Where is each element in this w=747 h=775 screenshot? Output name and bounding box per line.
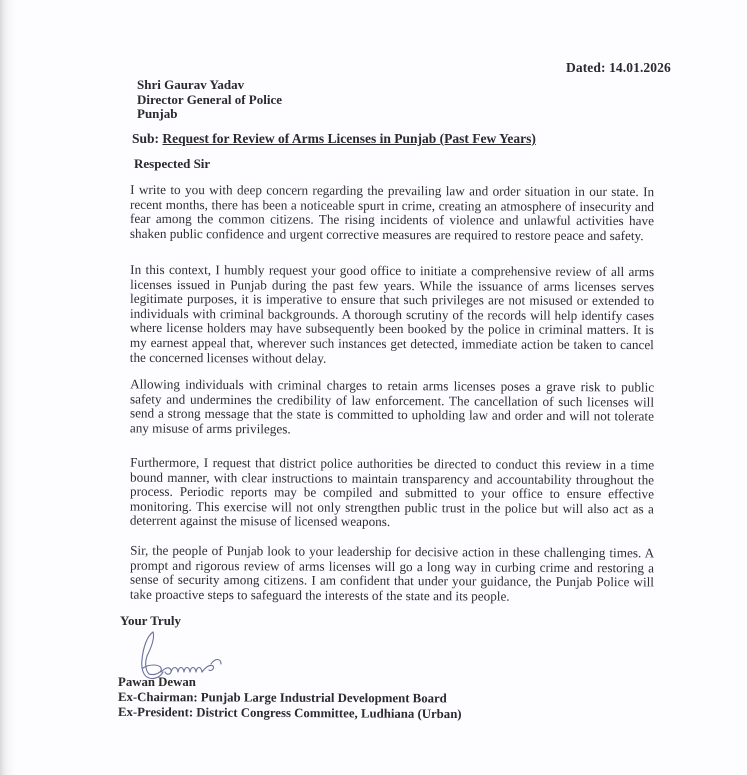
body-paragraph-3: Allowing individuals with criminal charges to retain arms licenses poses a grave risk to public safety and undermines the credibility of law enforcement. The cancellation of such licenses will send a strong message that the state is committed to upholding law and order and will not tolerate any misuse of arms privileges. [129,376,655,437]
addressee-block [137,78,282,122]
body-paragraph-4: Furthermore, I request that district police authorities be directed to conduct this review in a time bound manner, with clear instructions to maintain transparency and accountability throughout the process. Periodic reports may be compiled and submitted to your office to ensure effective monitoring. This exercise will not only strengthen public trust in the police but will also act as a deterrent against the misuse of licensed weapons. [129,454,655,530]
signatory-title-1: Ex-Chairman: Punjab Large Industrial Development Board [117,689,447,706]
closing: Your Truly [120,613,182,628]
subject-text: Request for Review of Arms Licenses in Punjab (Past Few Years) [162,131,536,146]
salutation: Respected Sir [134,156,211,171]
subject-prefix: Sub: [132,131,160,146]
signatory-name: Pawan Dewan [118,675,196,689]
addressee-designation: Director General of Police [137,91,282,107]
signatory-block [118,675,462,719]
subject-line [132,131,536,147]
letter-date: Dated: 14.01.2026 [566,60,671,75]
body-paragraph-2: In this context, I humbly request your good office to initiate a comprehensive review of all arms licenses issued in Punjab during the past few years. While the issuance of arms licenses serves legitimate purposes, it is imperative to ensure that such privileges are not misused or extended to individuals with criminal backgrounds. A thorough scrutiny of the records will help identify cases where license holders may have subsequently been booked by the police in criminal matters. It is my earnest appeal that, wherever such instances get detected, immediate action be taken to cancel the concerned licenses without delay. [129,261,655,366]
body-paragraph-1: I write to you with deep concern regarding the prevailing law and order situation in our state. In recent months, there has been a noticeable spurt in crime, creating an atmosphere of insecurity and fear among the common citizens. The rising incidents of violence and unlawful activities have shaken public confidence and urgent corrective measures are required to restore peace and safety. [129,181,655,243]
addressee-name: Shri Gaurav Yadav [137,77,245,92]
body-paragraph-5: Sir, the people of Punjab look to your leadership for decisive action in these challenging times. A prompt and rigorous review of arms licenses will go a long way in curbing crime and restoring a sense of security among citizens. I am confident that under your guidance, the Punjab Police will take proactive steps to safeguard the interests of the state and its people. [129,542,655,604]
signatory-title-2: Ex-President: District Congress Committee, Ludhiana (Urban) [117,704,462,721]
addressee-location: Punjab [137,106,178,121]
